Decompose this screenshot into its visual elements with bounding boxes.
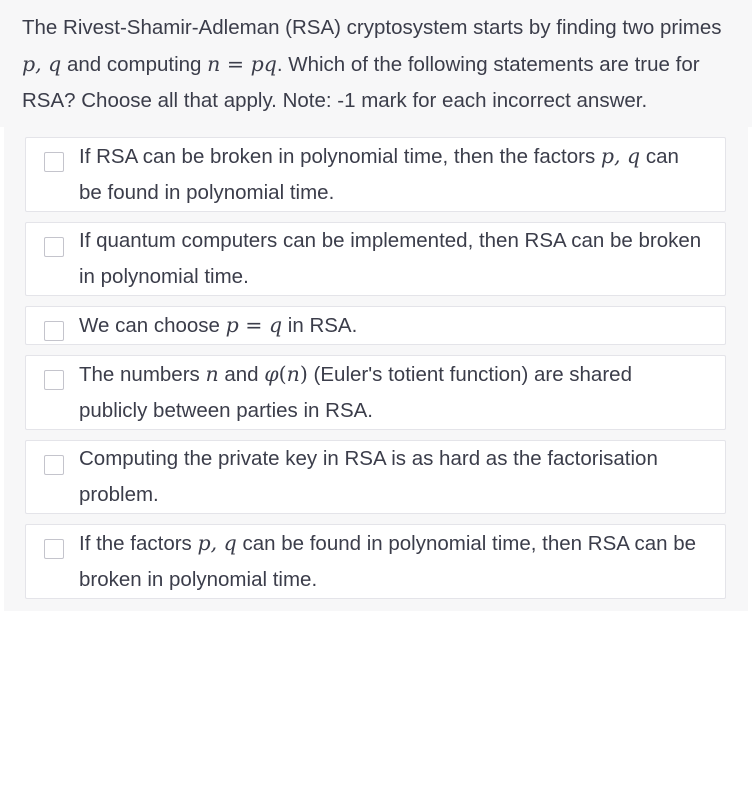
option-label: [79, 138, 725, 211]
option-2[interactable]: [25, 222, 726, 296]
option-text: (Euler's totient function) are shared publicly between parties in RSA.: [79, 363, 632, 422]
math-q: q: [268, 313, 283, 337]
math-n: n: [207, 52, 221, 76]
option-text: We can choose: [79, 314, 226, 337]
math-p: p: [225, 313, 239, 337]
option-label: [79, 223, 725, 295]
math-p-q: p, q: [197, 531, 237, 555]
option-text: If RSA can be broken in polynomial time, then the factors: [79, 145, 601, 168]
option-text: in RSA.: [282, 314, 358, 337]
option-text: The numbers: [79, 363, 206, 386]
option-text: If quantum computers can be implemented, then RSA can be broken in polynomial time.: [79, 229, 702, 288]
option-text: If the factors: [79, 532, 198, 555]
option-text: Computing the private key in RSA is as hard as the factorisation problem.: [79, 447, 658, 506]
math-equals: =: [238, 313, 269, 337]
checkbox[interactable]: [44, 152, 64, 172]
checkbox[interactable]: [44, 370, 64, 390]
option-label: [79, 356, 725, 429]
option-1[interactable]: [25, 137, 726, 212]
option-3[interactable]: [25, 306, 726, 345]
math-p-q: p, q: [22, 52, 62, 76]
question-text-part: The Rivest-Shamir-Adleman (RSA) cryptosystem starts by finding two primes: [22, 16, 722, 39]
math-n: n: [286, 362, 300, 386]
question-text-part: and computing: [61, 53, 208, 76]
math-n: n: [205, 362, 219, 386]
math-pq: pq: [250, 52, 277, 76]
question-text-part: . Which of the following statements are true for RSA? Choose all that apply. Note: -1 mark for each incorrect answer.: [22, 53, 700, 112]
answer-options: [4, 127, 748, 611]
option-text: can be found in polynomial time, then RSA can be broken in polynomial time.: [79, 532, 697, 591]
option-4[interactable]: [25, 355, 726, 430]
math-p-q: p, q: [600, 144, 641, 168]
option-text: can be found in polynomial time.: [79, 145, 679, 204]
checkbox[interactable]: [44, 237, 64, 257]
option-label: [79, 441, 725, 513]
math-equals: =: [220, 52, 251, 76]
option-label: [79, 525, 725, 598]
checkbox[interactable]: [44, 455, 64, 475]
option-6[interactable]: [25, 524, 726, 599]
checkbox[interactable]: [44, 321, 64, 341]
math-paren: (: [278, 362, 287, 386]
checkbox[interactable]: [44, 539, 64, 559]
question-text: [0, 0, 752, 127]
option-text: and: [218, 363, 265, 386]
option-label: [79, 307, 377, 344]
math-phi: φ: [264, 362, 279, 386]
option-5[interactable]: [25, 440, 726, 514]
math-paren: ): [299, 362, 308, 386]
